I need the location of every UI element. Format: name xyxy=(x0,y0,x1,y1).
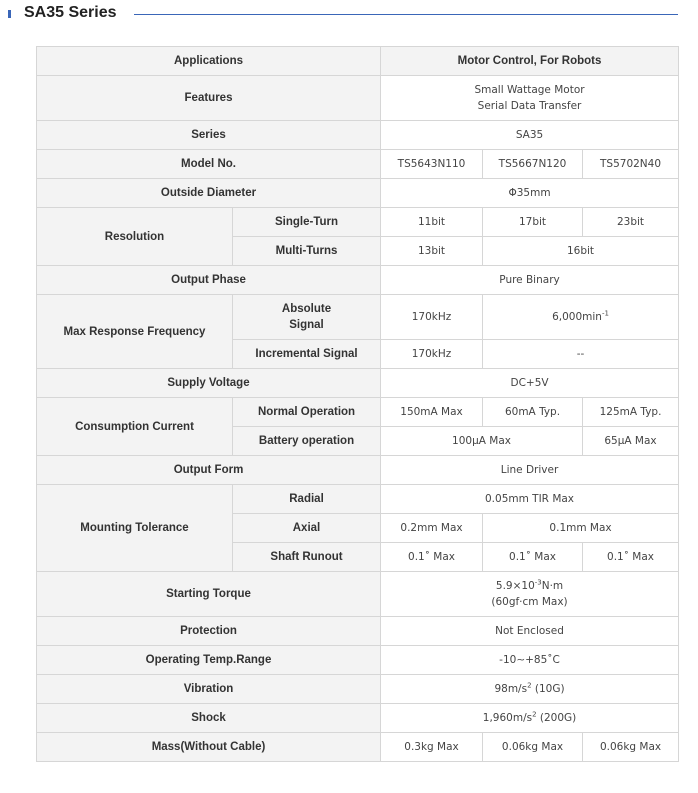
starting-torque-label: Starting Torque xyxy=(37,572,381,617)
temp-range-label: Operating Temp.Range xyxy=(37,646,381,675)
model-value-1: TS5643N110 xyxy=(381,150,483,179)
applications-value: Motor Control, For Robots xyxy=(381,47,679,76)
battery-operation-label: Battery operation xyxy=(233,427,381,456)
absolute-signal-exponent: -1 xyxy=(601,309,609,318)
table-row xyxy=(37,675,679,704)
radial-value: 0.05mm TIR Max xyxy=(381,485,679,514)
absolute-signal-label xyxy=(233,295,381,340)
incremental-signal-value-1: 170kHz xyxy=(381,340,483,369)
features-line-1: Small Wattage Motor xyxy=(474,84,585,96)
features-value xyxy=(381,76,679,121)
starting-torque-value xyxy=(381,572,679,617)
multi-turns-value-1: 13bit xyxy=(381,237,483,266)
normal-operation-label: Normal Operation xyxy=(233,398,381,427)
starting-torque-line-1 xyxy=(385,578,674,594)
absolute-signal-line-1: Absolute xyxy=(281,303,332,315)
output-form-value: Line Driver xyxy=(381,456,679,485)
shock-exponent: 2 xyxy=(532,710,537,719)
table-row xyxy=(37,456,679,485)
normal-operation-value-3: 125mA Typ. xyxy=(583,398,679,427)
radial-label: Radial xyxy=(233,485,381,514)
single-turn-value-2: 17bit xyxy=(483,208,583,237)
series-value: SA35 xyxy=(381,121,679,150)
diameter-label: Outside Diameter xyxy=(37,179,381,208)
absolute-signal-value-2 xyxy=(483,295,679,340)
consumption-current-label: Consumption Current xyxy=(37,398,233,456)
model-value-2: TS5667N120 xyxy=(483,150,583,179)
incremental-signal-label: Incremental Signal xyxy=(233,340,381,369)
table-row xyxy=(37,295,679,340)
battery-operation-value-1: 100μA Max xyxy=(381,427,583,456)
vibration-value xyxy=(381,675,679,704)
shaft-runout-value-1: 0.1˚ Max xyxy=(381,543,483,572)
output-form-label: Output Form xyxy=(37,456,381,485)
shaft-runout-value-3: 0.1˚ Max xyxy=(583,543,679,572)
table-row xyxy=(37,617,679,646)
multi-turns-label: Multi-Turns xyxy=(233,237,381,266)
starting-torque-line-2: (60gf·cm Max) xyxy=(491,596,568,608)
resolution-label: Resolution xyxy=(37,208,233,266)
response-frequency-label: Max Response Frequency xyxy=(37,295,233,369)
vibration-label: Vibration xyxy=(37,675,381,704)
mass-value-3: 0.06kg Max xyxy=(583,733,679,762)
absolute-signal-line-2: Signal xyxy=(289,319,324,331)
heading-divider xyxy=(134,14,678,15)
table-row xyxy=(37,398,679,427)
table-row xyxy=(37,150,679,179)
table-row xyxy=(37,208,679,237)
table-row xyxy=(37,572,679,617)
table-row xyxy=(37,485,679,514)
series-label: Series xyxy=(37,121,381,150)
mass-value-2: 0.06kg Max xyxy=(483,733,583,762)
starting-torque-unit: N·m xyxy=(541,580,564,592)
mass-label: Mass(Without Cable) xyxy=(37,733,381,762)
normal-operation-value-2: 60mA Typ. xyxy=(483,398,583,427)
incremental-signal-value-2: -- xyxy=(483,340,679,369)
absolute-signal-value-1: 170kHz xyxy=(381,295,483,340)
shaft-runout-value-2: 0.1˚ Max xyxy=(483,543,583,572)
vibration-suffix: (10G) xyxy=(531,683,565,695)
supply-voltage-label: Supply Voltage xyxy=(37,369,381,398)
single-turn-value-3: 23bit xyxy=(583,208,679,237)
shock-value xyxy=(381,704,679,733)
mass-value-1: 0.3kg Max xyxy=(381,733,483,762)
axial-label: Axial xyxy=(233,514,381,543)
shaft-runout-label: Shaft Runout xyxy=(233,543,381,572)
shock-base: 1,960m/s xyxy=(482,712,533,724)
single-turn-label: Single-Turn xyxy=(233,208,381,237)
vibration-base: 98m/s xyxy=(494,683,528,695)
shock-label: Shock xyxy=(37,704,381,733)
table-row xyxy=(37,704,679,733)
protection-value: Not Enclosed xyxy=(381,617,679,646)
features-line-2: Serial Data Transfer xyxy=(477,100,582,112)
absolute-signal-base: 6,000min xyxy=(552,311,602,323)
table-row xyxy=(37,266,679,295)
output-phase-value: Pure Binary xyxy=(381,266,679,295)
axial-value-2: 0.1mm Max xyxy=(483,514,679,543)
table-row xyxy=(37,121,679,150)
model-label: Model No. xyxy=(37,150,381,179)
table-row xyxy=(37,179,679,208)
starting-torque-base: 5.9×10 xyxy=(495,580,535,592)
applications-label: Applications xyxy=(37,47,381,76)
single-turn-value-1: 11bit xyxy=(381,208,483,237)
starting-torque-exponent: -3 xyxy=(534,578,542,587)
multi-turns-value-2: 16bit xyxy=(483,237,679,266)
diameter-value: Φ35mm xyxy=(381,179,679,208)
mounting-tolerance-label: Mounting Tolerance xyxy=(37,485,233,572)
battery-operation-value-2: 65μA Max xyxy=(583,427,679,456)
protection-label: Protection xyxy=(37,617,381,646)
table-row xyxy=(37,646,679,675)
vibration-exponent: 2 xyxy=(527,681,532,690)
temp-range-value: -10∼+85˚C xyxy=(381,646,679,675)
features-label: Features xyxy=(37,76,381,121)
heading-marker xyxy=(8,10,11,18)
table-row xyxy=(37,47,679,76)
table-row xyxy=(37,369,679,398)
table-row xyxy=(37,76,679,121)
supply-voltage-value: DC+5V xyxy=(381,369,679,398)
table-row xyxy=(37,733,679,762)
spec-table xyxy=(36,46,679,762)
shock-suffix: (200G) xyxy=(536,712,577,724)
section-heading xyxy=(0,0,698,30)
normal-operation-value-1: 150mA Max xyxy=(381,398,483,427)
output-phase-label: Output Phase xyxy=(37,266,381,295)
axial-value-1: 0.2mm Max xyxy=(381,514,483,543)
page-title: SA35 Series xyxy=(24,4,117,21)
model-value-3: TS5702N40 xyxy=(583,150,679,179)
